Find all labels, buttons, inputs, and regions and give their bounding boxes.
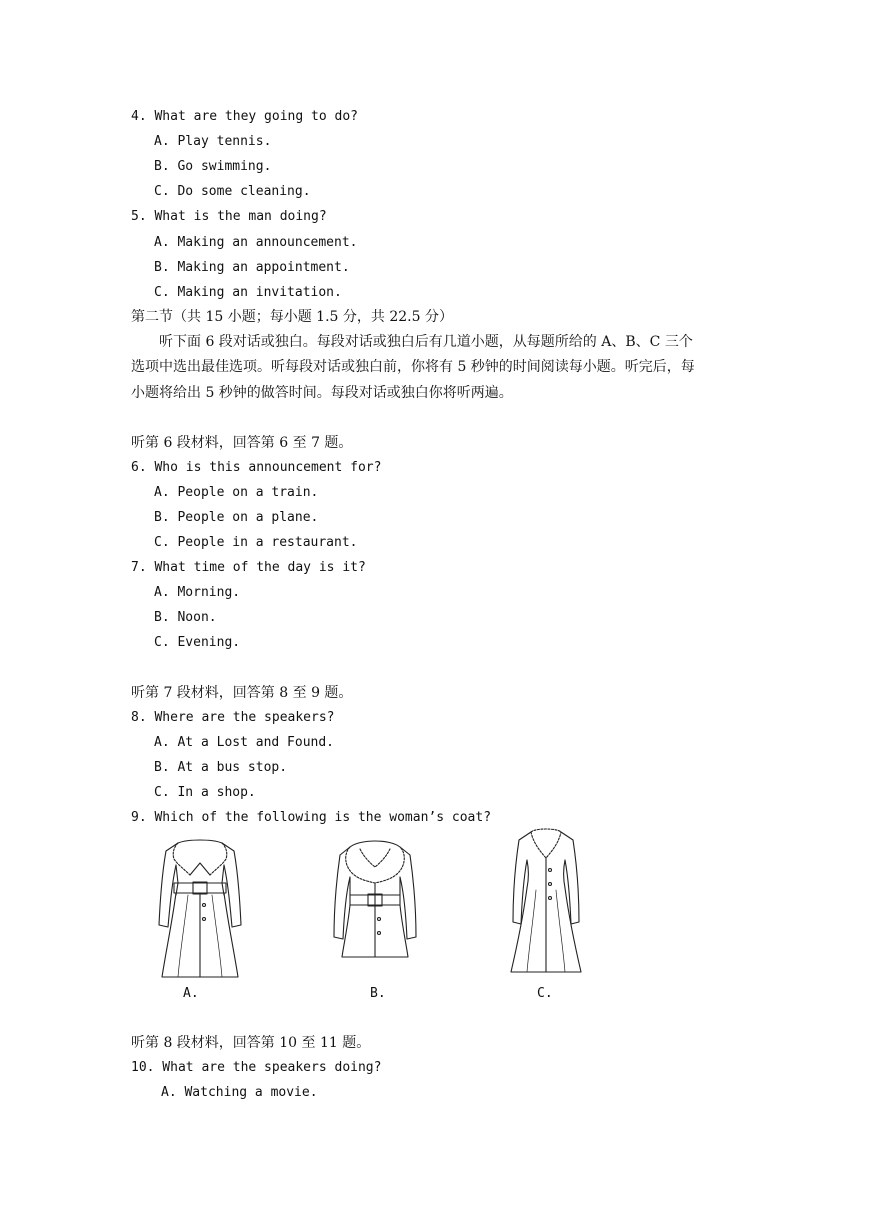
coat-c-label: C. — [537, 986, 553, 1001]
question-5-option-a: A. Making an announcement. — [154, 235, 358, 250]
section-2-instructions-line-2: 选项中选出最佳选项。听每段对话或独白前，你将有 5 秒钟的时间阅读每小题。听完后，每 — [131, 359, 695, 375]
coat-a-label: A. — [183, 986, 199, 1001]
question-4-stem: 4. What are they going to do? — [131, 109, 358, 124]
question-8-option-c: C. In a shop. — [154, 785, 256, 800]
coat-b-illustration — [330, 833, 420, 965]
question-7-option-c: C. Evening. — [154, 635, 241, 650]
material-6-intro: 听第 6 段材料，回答第 6 至 7 题。 — [131, 435, 353, 451]
question-5-stem: 5. What is the man doing? — [131, 209, 327, 224]
material-7-intro: 听第 7 段材料，回答第 8 至 9 题。 — [131, 685, 353, 701]
coat-b-label: B. — [370, 986, 386, 1001]
question-4-option-a: A. Play tennis. — [154, 134, 272, 149]
coat-c-illustration — [505, 826, 587, 978]
question-7-option-a: A. Morning. — [154, 585, 241, 600]
question-4-option-c: C. Do some cleaning. — [154, 184, 311, 199]
question-7-stem: 7. What time of the day is it? — [131, 560, 366, 575]
question-8-stem: 8. Where are the speakers? — [131, 710, 335, 725]
question-8-option-a: A. At a Lost and Found. — [154, 735, 335, 750]
question-10-stem: 10. What are the speakers doing? — [131, 1060, 382, 1075]
section-2-instructions-line-3: 小题将给出 5 秒钟的做答时间。每段对话或独白你将听两遍。 — [131, 385, 513, 401]
material-8-intro: 听第 8 段材料，回答第 10 至 11 题。 — [131, 1035, 371, 1051]
question-9-stem: 9. Which of the following is the woman’s coat? — [131, 810, 492, 825]
question-5-option-c: C. Making an invitation. — [154, 285, 342, 300]
section-2-heading: 第二节（共 15 小题；每小题 1.5 分，共 22.5 分） — [131, 309, 453, 325]
question-6-option-b: B. People on a plane. — [154, 510, 319, 525]
question-10-option-a: A. Watching a movie. — [161, 1085, 318, 1100]
question-8-option-b: B. At a bus stop. — [154, 760, 288, 775]
coat-a-illustration — [150, 833, 250, 985]
question-5-option-b: B. Making an appointment. — [154, 260, 350, 275]
section-2-instructions-line-1: 听下面 6 段对话或独白。每段对话或独白后有几道小题，从每题所给的 A、B、C 三个 — [159, 334, 693, 350]
question-4-option-b: B. Go swimming. — [154, 159, 272, 174]
question-6-option-a: A. People on a train. — [154, 485, 319, 500]
question-6-stem: 6. Who is this announcement for? — [131, 460, 382, 475]
question-6-option-c: C. People in a restaurant. — [154, 535, 358, 550]
question-7-option-b: B. Noon. — [154, 610, 217, 625]
